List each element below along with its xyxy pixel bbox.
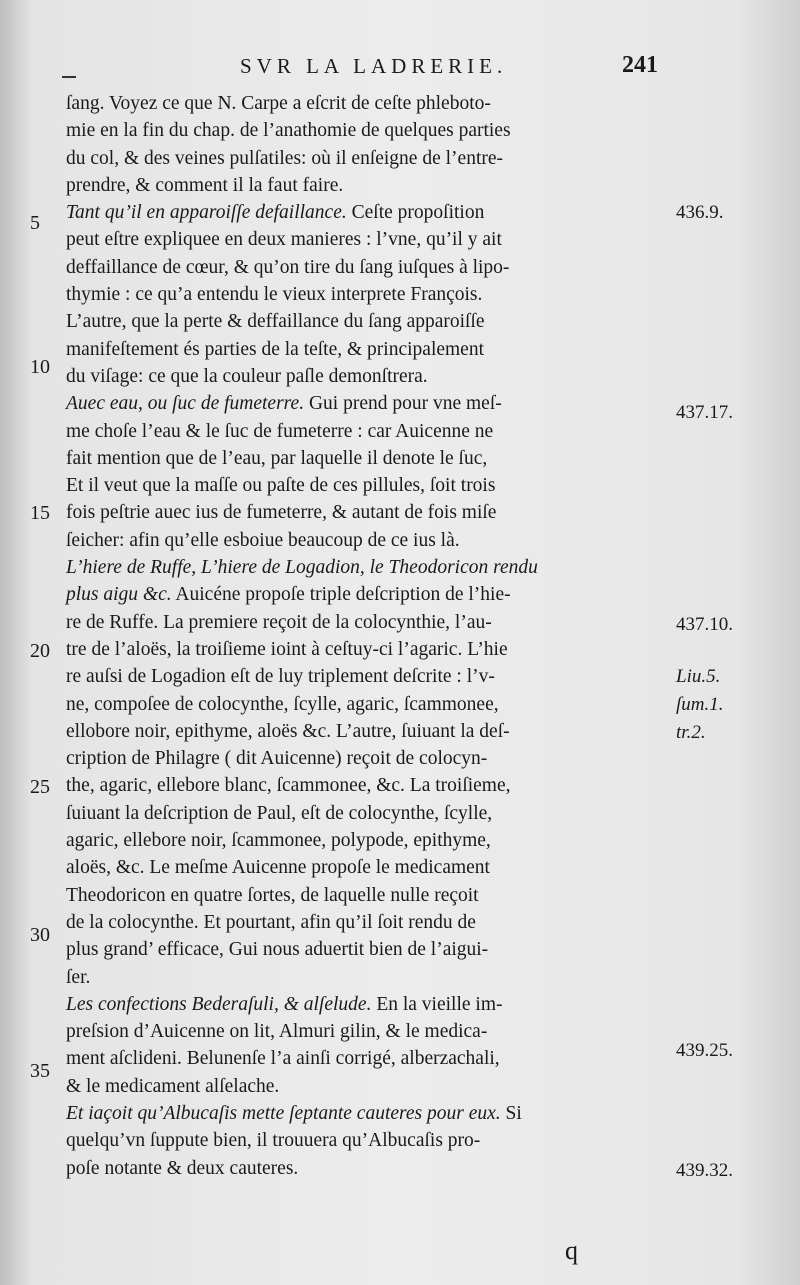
text-line: mie en la fin du chap. de l’anathomie de quelques parties xyxy=(66,120,511,142)
line-number: 5 xyxy=(30,212,40,234)
text-line xyxy=(66,581,666,608)
line-rest: Ceſte propoſition xyxy=(346,202,485,224)
margin-reference: 437.17. xyxy=(676,402,733,423)
line-rest: Gui prend pour vne meſ- xyxy=(304,393,502,415)
text-line: du col, & des veines pulſatiles: où il enſeigne de l’entre- xyxy=(66,147,503,169)
text-line: ſer. xyxy=(66,966,91,988)
text-line: de la colocynthe. Et pourtant, afin qu’il ſoit rendu de xyxy=(66,911,476,933)
text-line: ſang. Voyez ce que N. Carpe a eſcrit de ceſte phleboto- xyxy=(66,93,491,114)
text-line: ſeicher: afin qu’elle esboiue beaucoup de ce ius là. xyxy=(66,529,460,551)
text-line: plus grand’ efficace, Gui nous aduertit bien de l’aigui- xyxy=(66,939,489,961)
text-line xyxy=(66,390,666,417)
text-line: ellobore noir, epithyme, aloës &c. L’autre, ſuiuant la deſ- xyxy=(66,720,510,742)
text-line xyxy=(66,1100,666,1127)
text-line: quelqu’vn ſuppute bien, il trouuera qu’Albucaſis pro- xyxy=(66,1130,481,1152)
lemma: Tant qu’il en apparoiſſe defaillance. xyxy=(66,202,347,224)
text-line: & le medicament alſelache. xyxy=(66,1075,280,1097)
line-number: 35 xyxy=(30,1060,50,1082)
text-line: the, agaric, ellebore blanc, ſcammonee, &c. La troiſieme, xyxy=(66,775,511,797)
catchword: q xyxy=(565,1236,578,1265)
text-line xyxy=(66,991,666,1018)
text-line: tre de l’aloës, la troiſieme ioint à ceſtuy-ci l’agaric. L’hie xyxy=(66,638,508,660)
text-line: peut eſtre expliquee en deux manieres : l’vne, qu’il y ait xyxy=(66,229,502,251)
text-line: deffaillance de cœur, & qu’on tire du ſang iuſques à lipo- xyxy=(66,256,510,278)
text-line: fait mention que de l’eau, par laquelle il denote le ſuc, xyxy=(66,447,488,469)
body-text xyxy=(66,90,666,1182)
line-number: 10 xyxy=(30,356,50,378)
text-line: thymie : ce qu’a entendu le vieux interprete François. xyxy=(66,284,483,306)
text-line: ſuiuant la deſcription de Paul, eſt de colocynthe, ſcylle, xyxy=(66,802,493,824)
text-line: fois peſtrie auec ius de fumeterre, & autant de fois miſe xyxy=(66,502,497,524)
text-line: re de Ruffe. La premiere reçoit de la colocynthie, l’au- xyxy=(66,611,492,633)
lemma: Et iaçoit qu’Albucaſis mette ſeptante cauteres pour eux. xyxy=(66,1102,501,1124)
margin-reference: 439.32. xyxy=(676,1160,733,1181)
line-number: 25 xyxy=(30,776,50,798)
text-line: manifeſtement és parties de la teſte, & principalement xyxy=(66,338,485,360)
text-line: ne, compoſee de colocynthe, ſcylle, agaric, ſcammonee, xyxy=(66,693,499,715)
line-number: 20 xyxy=(30,640,50,662)
text-line: du viſage: ce que la couleur paſle demonſtrera. xyxy=(66,365,428,387)
page-header xyxy=(0,52,800,86)
margin-reference: Liu.5. xyxy=(676,666,721,687)
line-rest: Si xyxy=(500,1102,522,1124)
margin-reference: 436.9. xyxy=(676,202,724,223)
margin-reference: ſum.1. xyxy=(676,694,724,715)
running-head: SVR LA LADRERIE. xyxy=(240,54,508,78)
lemma: plus aigu &c. xyxy=(66,584,172,606)
text-line: aloës, &c. Le meſme Auicenne propoſe le medicament xyxy=(66,857,490,879)
margin-reference: tr.2. xyxy=(676,722,706,743)
text-line: prendre, & comment il la faut faire. xyxy=(66,174,344,196)
text-line: poſe notante & deux cauteres. xyxy=(66,1157,299,1179)
page-number: 241 xyxy=(622,52,658,78)
text-line: agaric, ellebore noir, ſcammonee, polypode, epithyme, xyxy=(66,830,491,852)
text-line: cription de Philagre ( dit Auicenne) reçoit de colocyn- xyxy=(66,748,488,770)
text-line xyxy=(66,199,666,226)
margin-reference: 439.25. xyxy=(676,1040,733,1061)
line-number: 15 xyxy=(30,502,50,524)
text-line: ment aſclideni. Belunenſe l’a ainſi corrigé, alberzachali, xyxy=(66,1048,500,1070)
text-line: Et il veut que la maſſe ou paſte de ces pillules, ſoit trois xyxy=(66,475,496,497)
line-rest: En la vieille im- xyxy=(371,993,503,1015)
lemma: Auec eau, ou ſuc de fumeterre. xyxy=(66,393,305,415)
text-line: re auſsi de Logadion eſt de luy triplement deſcrite : l’v- xyxy=(66,666,495,688)
margin-reference: 437.10. xyxy=(676,614,733,635)
text-line: L’hiere de Ruffe, L’hiere de Logadion, le Theodoricon rendu xyxy=(66,557,538,579)
line-number: 30 xyxy=(30,924,50,946)
text-line: Theodoricon en quatre ſortes, de laquelle nulle reçoit xyxy=(66,884,479,906)
text-line: preſsion d’Auicenne on lit, Almuri gilin, & le medica- xyxy=(66,1021,488,1043)
lemma: Les confections Bederaſuli, & alſelude. xyxy=(66,993,372,1015)
text-line: L’autre, que la perte & deffaillance du ſang apparoiſſe xyxy=(66,311,485,333)
text-line: me choſe l’eau & le ſuc de fumeterre : car Auicenne ne xyxy=(66,420,494,442)
line-rest: Auicéne propoſe triple deſcription de l’hie- xyxy=(171,584,511,606)
